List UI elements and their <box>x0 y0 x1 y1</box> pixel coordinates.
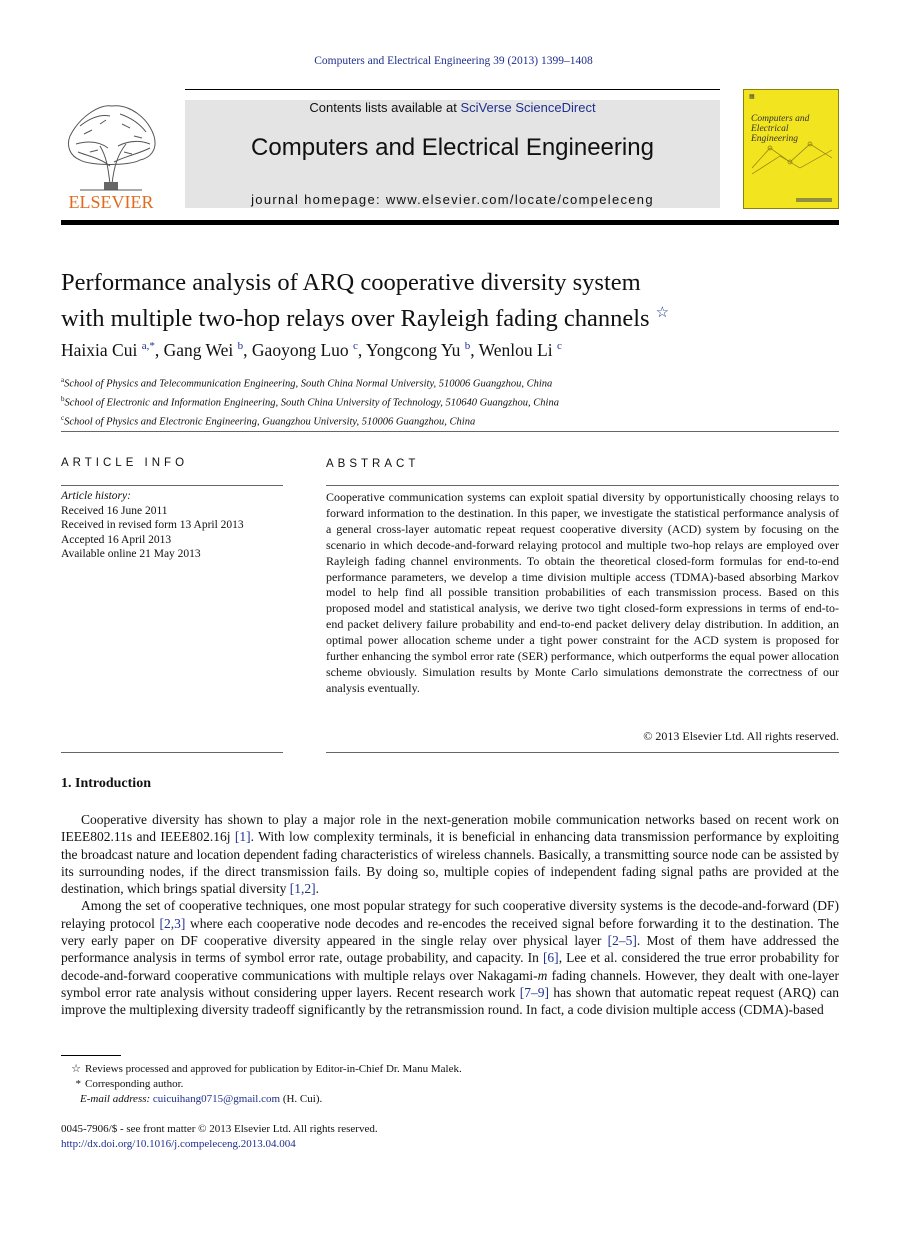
contents-prefix: Contents lists available at <box>309 100 461 115</box>
asterisk-icon: * <box>75 1078 81 1090</box>
article-info-rule <box>61 485 283 486</box>
paper-title <box>61 268 821 334</box>
title-line-1: Performance analysis of ARQ cooperative diversity system <box>61 269 641 296</box>
issn-line: 0045-7906/$ - see front matter © 2013 Elsevier Ltd. All rights reserved. <box>61 1123 378 1135</box>
history-item: Received 16 June 2011 <box>61 504 168 517</box>
text-run: fading channels. However, they dealt with one-layer symbol error rate analysis without considering upper layers. Recent research work <box>61 967 839 1000</box>
affiliation-item <box>61 411 841 430</box>
author-name: Wenlou Li <box>478 340 553 360</box>
journal-cover-thumbnail[interactable] <box>743 89 839 209</box>
email-link[interactable]: cuicuihang0715@gmail.com <box>152 1093 281 1105</box>
affiliation-list <box>61 373 841 430</box>
math-variable: m <box>537 967 548 983</box>
introduction-body <box>61 811 839 1019</box>
article-info-heading: ARTICLE INFO <box>61 457 189 469</box>
elsevier-wordmark: ELSEVIER <box>68 192 154 212</box>
issn-block <box>61 1122 561 1152</box>
citation-link[interactable]: [1,2] <box>289 881 316 897</box>
cover-logo-icon: ▦ <box>749 94 755 100</box>
cover-circuit-icon <box>750 138 834 178</box>
author-affil-mark[interactable]: b <box>237 340 244 353</box>
affiliation-item <box>61 392 841 411</box>
homepage-line <box>185 192 720 207</box>
affiliation-text: School of Physics and Electronic Engineering, Guangzhou University, 510006 Guangzhou, China <box>64 416 476 428</box>
affiliation-mark: b <box>61 395 65 403</box>
affiliation-mark: a <box>61 376 65 384</box>
sciencedirect-link[interactable]: SciVerse ScienceDirect <box>460 100 596 115</box>
homepage-prefix: journal homepage: <box>251 192 386 207</box>
author-affil-mark[interactable]: a,* <box>141 340 155 353</box>
text-run: . With low complexity terminals, it is beneficial in enhancing data transmission performance by exploiting the broadcast nature and location dependent fading characteristics of wireless channels. Basically, a transmitting source node can be assisted by its surrounding nodes, if the direct transmission fails. By doing so, multiple copies of independent fading signal paths are provided at the destination, which brings spatial diversity <box>61 829 839 897</box>
journal-reference[interactable]: Computers and Electrical Engineering 39 (2013) 1399–1408 <box>314 55 593 67</box>
article-history <box>61 489 283 562</box>
text-run: . Most of them have addressed the performance analysis in terms of symbol error rate, outage probability, and capacity. In <box>61 933 839 966</box>
header-thick-rule <box>61 220 839 225</box>
cover-title: Computers and Electrical Engineering <box>751 114 810 144</box>
email-label: E-mail address: <box>80 1093 151 1105</box>
homepage-url[interactable]: www.elsevier.com/locate/compeleceng <box>385 192 654 207</box>
doi-link[interactable]: http://dx.doi.org/10.1016/j.compeleceng.2013.04.004 <box>61 1138 296 1150</box>
abstract-heading: ABSTRACT <box>326 458 420 470</box>
history-item: Received in revised form 13 April 2013 <box>61 519 244 531</box>
footnote-text: Corresponding author. <box>85 1078 184 1090</box>
footnote-email <box>61 1092 839 1107</box>
author-name: Gaoyong Luo <box>251 340 349 360</box>
abstract-copyright: © 2013 Elsevier Ltd. All rights reserved. <box>643 729 839 743</box>
citation-link[interactable]: [1] <box>234 829 251 845</box>
citation-link[interactable]: [2,3] <box>159 915 186 931</box>
affiliation-mark: c <box>61 414 65 422</box>
contents-line <box>185 100 720 115</box>
affiliation-text: School of Electronic and Information Engineering, South China University of Technology, 510640 Guangzhou, China <box>64 397 559 409</box>
history-label: Article history: <box>61 490 131 502</box>
abstract-text: Cooperative communication systems can exploit spatial diversity by opportunistically choosing relays to forward information to the destination. In this paper, we investigate the statistical performance analysis of a general cross-layer automatic repeat request cooperative diversity (ACD) system by focusing on the scenario in which decode-and-forward relaying protocol and multiple two-hop relays are employed over Rayleigh fading channel environments. To obtain the theoretical closed-form formulas for end-to-end performance parameters, we develop a time division multiple access (TDMA)-based absorbing Markov model to help find all possible transition probabilities of each transmission process. Based on this proposed model and statistical analysis, we derive two tight closed-form expressions in terms of end-to-end packet delivery failure probability and end-to-end packet delivery delay distribution. In addition, an optimal power allocation scheme under a tight power constraint for the ACD system is proposed for further enhancing the symbol error rate (SER) performance, which outperforms the equal power allocation scheme obviously. Simulation results by Monte Carlo simulations demonstrate the correctness of our analysis eventually. <box>326 490 839 695</box>
author-name: Yongcong Yu <box>366 340 461 360</box>
footnotes <box>61 1062 839 1107</box>
text-run: . <box>315 881 319 897</box>
abstract-rule <box>326 485 839 486</box>
cover-footer-bar <box>796 198 832 202</box>
header-top-rule <box>185 89 720 90</box>
author-list: Haixia Cui $^{a,*}$, Gang Wei $^b$, Gaoyong Luo $^c$, Yongcong Yu $^b$, Wenlou Li $^c$ <box>61 340 562 360</box>
star-icon: ☆ <box>71 1063 81 1075</box>
author-name: Gang Wei <box>163 340 234 360</box>
journal-title: Computers and Electrical Engineering <box>251 134 654 161</box>
footnote-text: Reviews processed and approved for publication by Editor-in-Chief Dr. Manu Malek. <box>85 1063 462 1075</box>
info-top-rule <box>61 431 839 432</box>
affiliation-text: School of Physics and Telecommunication Engineering, South China Normal University, 510006 Guangzhou, China <box>64 378 553 390</box>
text-run: Among the set of cooperative techniques, one most popular strategy for such cooperative diversity systems is the decode-and-forward (DF) relaying protocol <box>61 898 839 931</box>
title-line-2: with multiple two-hop relays over Rayleigh fading channels <box>61 305 650 333</box>
history-item: Accepted 16 April 2013 <box>61 533 172 546</box>
citation-link[interactable]: [6] <box>542 950 559 966</box>
footnote-editor <box>61 1062 839 1077</box>
citation-link[interactable]: [7–9] <box>519 984 549 1000</box>
intro-paragraph-1 <box>61 811 839 897</box>
journal-banner <box>185 100 720 208</box>
email-suffix: (H. Cui). <box>282 1093 323 1105</box>
citation-link[interactable]: [2–5] <box>607 933 637 949</box>
affiliation-item <box>61 373 841 392</box>
text-run: has shown that automatic repeat request (ARQ) can improve the multiplexing diversity tradeoff significantly by the retransmission round. In fact, a code division multiple access (CDMA)-based <box>61 984 840 1018</box>
text-run: Cooperative diversity has shown to play a major role in the next-generation mobile communication networks based on recent work on IEEE802.11s and IEEE802.16j <box>61 812 839 845</box>
abstract-bottom-rule <box>326 752 839 753</box>
intro-paragraph-2 <box>61 897 839 1018</box>
section-heading-introduction: 1. Introduction <box>61 776 151 791</box>
text-run: , Lee et al. considered the true error probability for decode-and-forward cooperative communications with multiple relays over Nakagami- <box>61 950 839 983</box>
history-item: Available online 21 May 2013 <box>61 548 201 560</box>
author-affil-mark[interactable]: c <box>556 340 562 353</box>
author-affil-mark[interactable]: b <box>464 340 471 353</box>
author-affil-mark[interactable]: c <box>353 340 358 353</box>
text-run: where each cooperative node decodes and re-encodes the received signal before forwarding it to the destination. The very early paper on DF cooperative diversity appeared in the single relay over physical layer <box>61 915 839 949</box>
elsevier-tree-logo <box>60 96 162 212</box>
footnote-rule <box>61 1055 121 1056</box>
footnote-corresponding <box>61 1077 839 1092</box>
title-footnote-star-icon[interactable]: ☆ <box>655 305 670 321</box>
info-bottom-rule <box>61 752 283 753</box>
author-name: Haixia Cui <box>61 340 138 360</box>
